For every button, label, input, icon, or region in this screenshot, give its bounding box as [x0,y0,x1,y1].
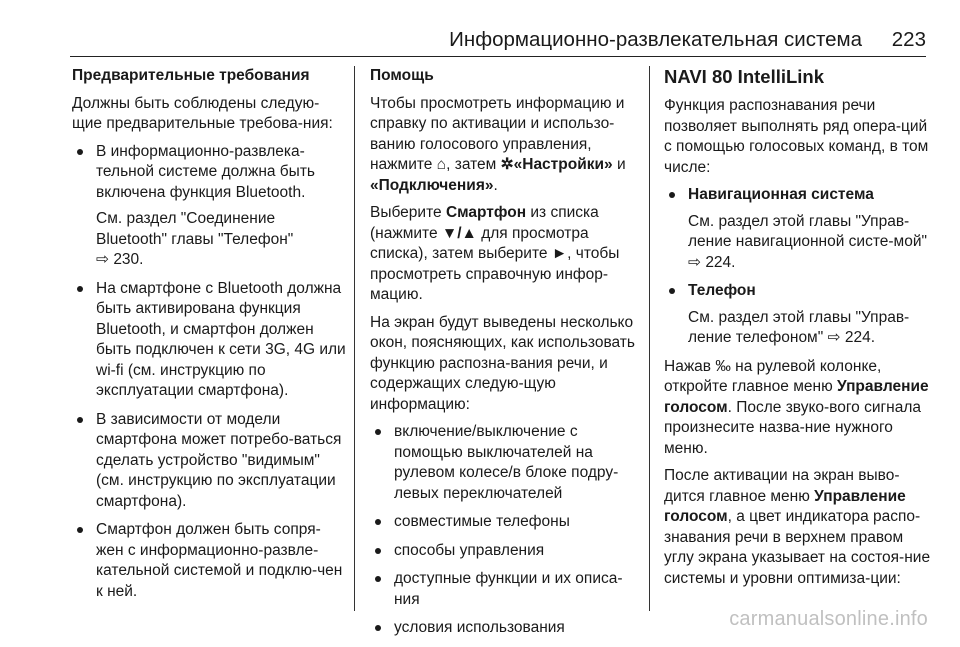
page-header [70,26,926,57]
bullet-icon [375,548,381,554]
connections-label: «Подключения» [370,176,494,194]
list-item-text: способы управления [394,541,545,559]
list-item [664,281,932,349]
list-item-text: доступные функции и их описа-ния [394,570,623,608]
bullet-icon [375,576,381,582]
list-item-text: На смартфоне с Bluetooth должна быть активирована функция Bluetooth, и смартфон должен быть подключен к сети 3G, 4G или wi-fi (см. инструкцию по эксплуатации смартфона). [96,279,346,399]
list-item [370,618,638,639]
voice-control-icon: ‰ [715,357,731,375]
text-run: Чтобы просмотреть информацию и справку по активации и использо-ванию голосового управления, нажмите [370,94,625,173]
text-run: , а цвет индикатора распо-знавания речи в верхнем правом углу экрана указывает на состоя-ние системы и уровни оптимиза-ции: [664,508,931,587]
section-heading: Предварительные требования [72,67,310,84]
arrow-ref-icon: ⇨ [688,253,701,271]
text-run: , чтобы просмотреть справочную инфор-мацию. [370,245,620,303]
voice-control-label: Управление голосом [664,487,906,525]
page-number: 223 [891,28,926,51]
bullet-icon [77,527,83,533]
smartphone-label: Смартфон [445,204,527,221]
column-divider [649,66,650,611]
column-navi80 [664,66,932,596]
settings-label: «Настройки» [513,156,613,173]
bullet-icon [77,149,83,155]
section-heading: Помощь [370,67,434,84]
list-item [72,520,348,602]
paragraph: На экран будут выведены несколько окон, поясняющих, как использовать функцию распозна-вания речи, и содержащих следую-щую информацию: [370,313,635,413]
text-run: , затем [446,156,497,173]
paragraph [664,357,932,460]
reference-text: См. раздел "Соединение Bluetooth" главы "Телефон" [96,210,294,248]
column-prerequisites [72,66,348,610]
column-divider [354,66,355,611]
list-item [72,279,348,402]
paragraph [664,466,932,589]
reference-page: 230. [113,251,144,268]
paragraph [370,203,638,306]
text-run: Нажав [664,357,712,375]
paragraph: Должны быть соблюдены следую-щие предварительные требова-ния: [72,94,333,132]
text-run: и [616,156,626,173]
text-run: После активации на экран выво-дится главное меню [664,467,900,505]
reference-text: См. раздел этой главы "Управ-ление телефоном" [688,308,910,346]
bullet-icon [375,519,381,525]
list-item-text: В информационно-развлека-тельной системе должна быть включена функция Bluetooth. [96,142,315,201]
bullet-icon [669,288,675,294]
list-item-text: Смартфон должен быть сопря-жен с информационно-развле-кательной системой и подклю-чен к ней. [96,521,343,600]
column-help [370,66,638,647]
list-item [370,422,638,504]
reference-text: См. раздел этой главы "Управ-ление навигационной систе-мой" [688,212,927,250]
cross-reference [96,209,348,271]
list-item-text: условия использования [394,619,565,636]
list-item [370,512,638,533]
right-arrow-icon: ► [551,245,568,262]
bullet-icon [77,417,83,423]
cross-reference [688,212,932,274]
settings-icon: ✲ [500,156,514,173]
list-item-text: включение/выключение с помощью выключателей на рулевом колесе/в блоке подру-левых переключателей [394,423,619,502]
text-run: для просмотра списка), затем выберите [370,224,589,262]
arrow-ref-icon: ⇨ [827,329,841,346]
list-item-text: В зависимости от модели смартфона может потребо-ваться сделать устройство "видимым" (см. инструкцию по эксплуатации смартфона). [96,410,342,510]
bullet-icon [375,429,381,435]
bullet-icon [77,286,83,292]
list-item-text: совместимые телефоны [394,513,570,530]
header-title: Информационно-развлекательная система [449,28,862,51]
list-item-title: Телефон [688,282,756,299]
list-item [370,569,638,610]
list-item [72,410,348,513]
list-item [664,185,932,273]
cross-reference [688,308,932,349]
voice-control-label: Управление голосом [664,378,929,416]
arrow-ref-icon: ⇨ [96,251,109,268]
paragraph [370,94,638,197]
text-run: Выберите [370,204,442,221]
text-run: . После звуко-вого сигнала произнесите назва-ние нужного меню. [664,398,922,457]
bullet-icon [375,625,381,631]
paragraph: Функция распознавания речи позволяет выполнять ряд опера-ций с помощью голосовых команд, в том числе: [664,97,929,176]
list-item [72,142,348,271]
text-run: из списка (нажмите [370,204,599,242]
home-icon: ⌂ [436,156,447,173]
watermark: carmanualsonline.info [729,608,928,630]
list-item-title: Навигационная система [688,186,874,203]
list-item [370,541,638,562]
text-run: . [493,176,498,194]
down-up-arrows-icon: ▼/▲ [441,224,477,242]
text-run: на рулевой колонке, откройте главное меню [664,357,882,395]
reference-page: 224. [705,253,736,271]
reference-page: 224. [844,329,876,346]
section-heading: NAVI 80 IntelliLink [664,66,825,87]
bullet-icon [669,192,675,198]
